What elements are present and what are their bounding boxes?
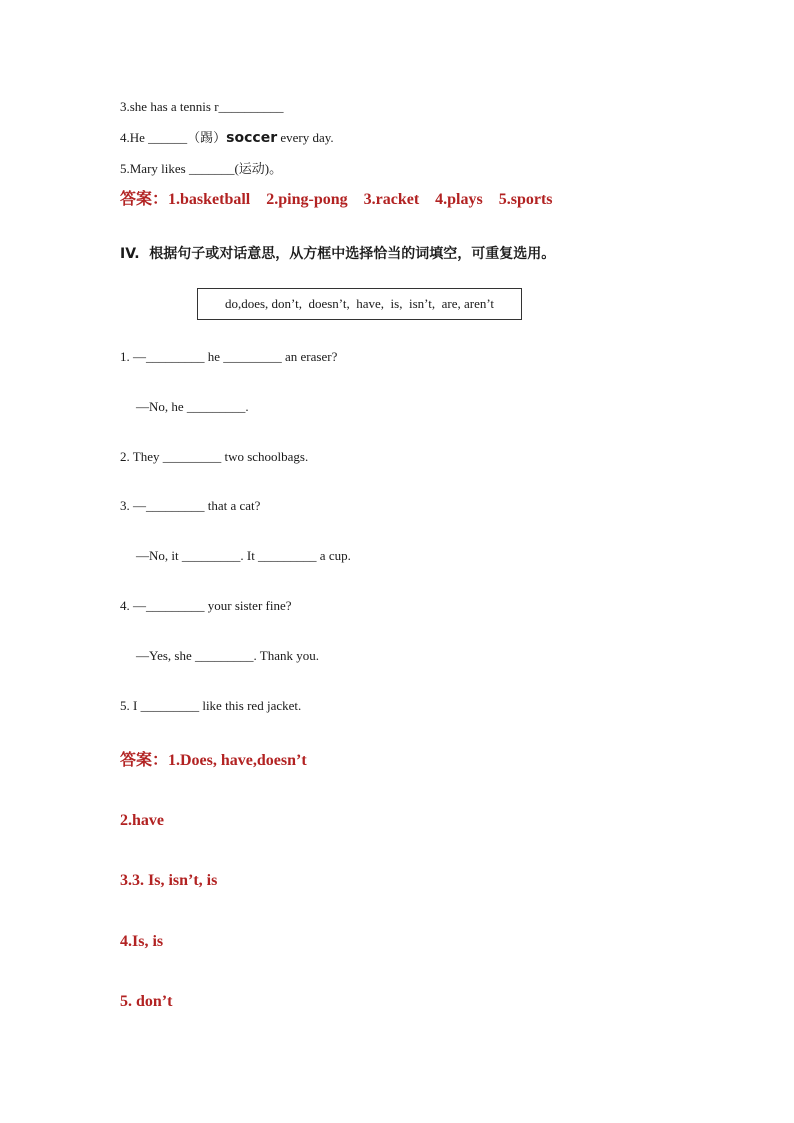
- question-1-line-a: 1. —_________ he _________ an eraser?: [120, 349, 338, 364]
- question-4-line-a: 4. —_________ your sister fine?: [120, 598, 292, 613]
- question-2: 2. They _________ two schoolbags.: [120, 449, 309, 464]
- part4-answer-2: 2.have: [120, 812, 164, 829]
- question-4-line-b: —Yes, she _________. Thank you.: [136, 648, 319, 663]
- exercise-4-keyword: soccer: [226, 130, 278, 146]
- part4-answer-3: 3.3. Is, isn’t, is: [120, 872, 218, 889]
- question-1-line-b: —No, he _________.: [136, 399, 249, 414]
- question-3-line-a: 3. —_________ that a cat?: [120, 498, 261, 513]
- part4-answer-5: 5. don’t: [120, 993, 173, 1010]
- part4-answer-1: 答案：1.Does, have,doesn’t: [120, 752, 307, 769]
- part4-answer-4: 4.Is, is: [120, 933, 164, 950]
- section-iv-heading: IV. 根据句子或对话意思，从方框中选择恰当的词填空，可重复选用。: [120, 246, 556, 262]
- exercise-5-question: 5.Mary likes _______(运动)。: [120, 161, 283, 176]
- word-box: do,does, don’t, doesn’t, have, is, isn’t, are, aren’t: [197, 288, 522, 320]
- exercise-4-prefix: 4.He ______（踢）: [120, 130, 227, 145]
- part3-answer: 答案：1.basketball 2.ping-pong 3.racket 4.plays 5.sports: [120, 191, 553, 208]
- exercise-3-question: 3.she has a tennis r__________: [120, 99, 284, 114]
- question-5: 5. I _________ like this red jacket.: [120, 698, 302, 713]
- exercise-4-suffix: every day.: [277, 130, 334, 145]
- question-3-line-b: —No, it _________. It _________ a cup.: [136, 548, 351, 563]
- exercise-4-question: [120, 130, 334, 146]
